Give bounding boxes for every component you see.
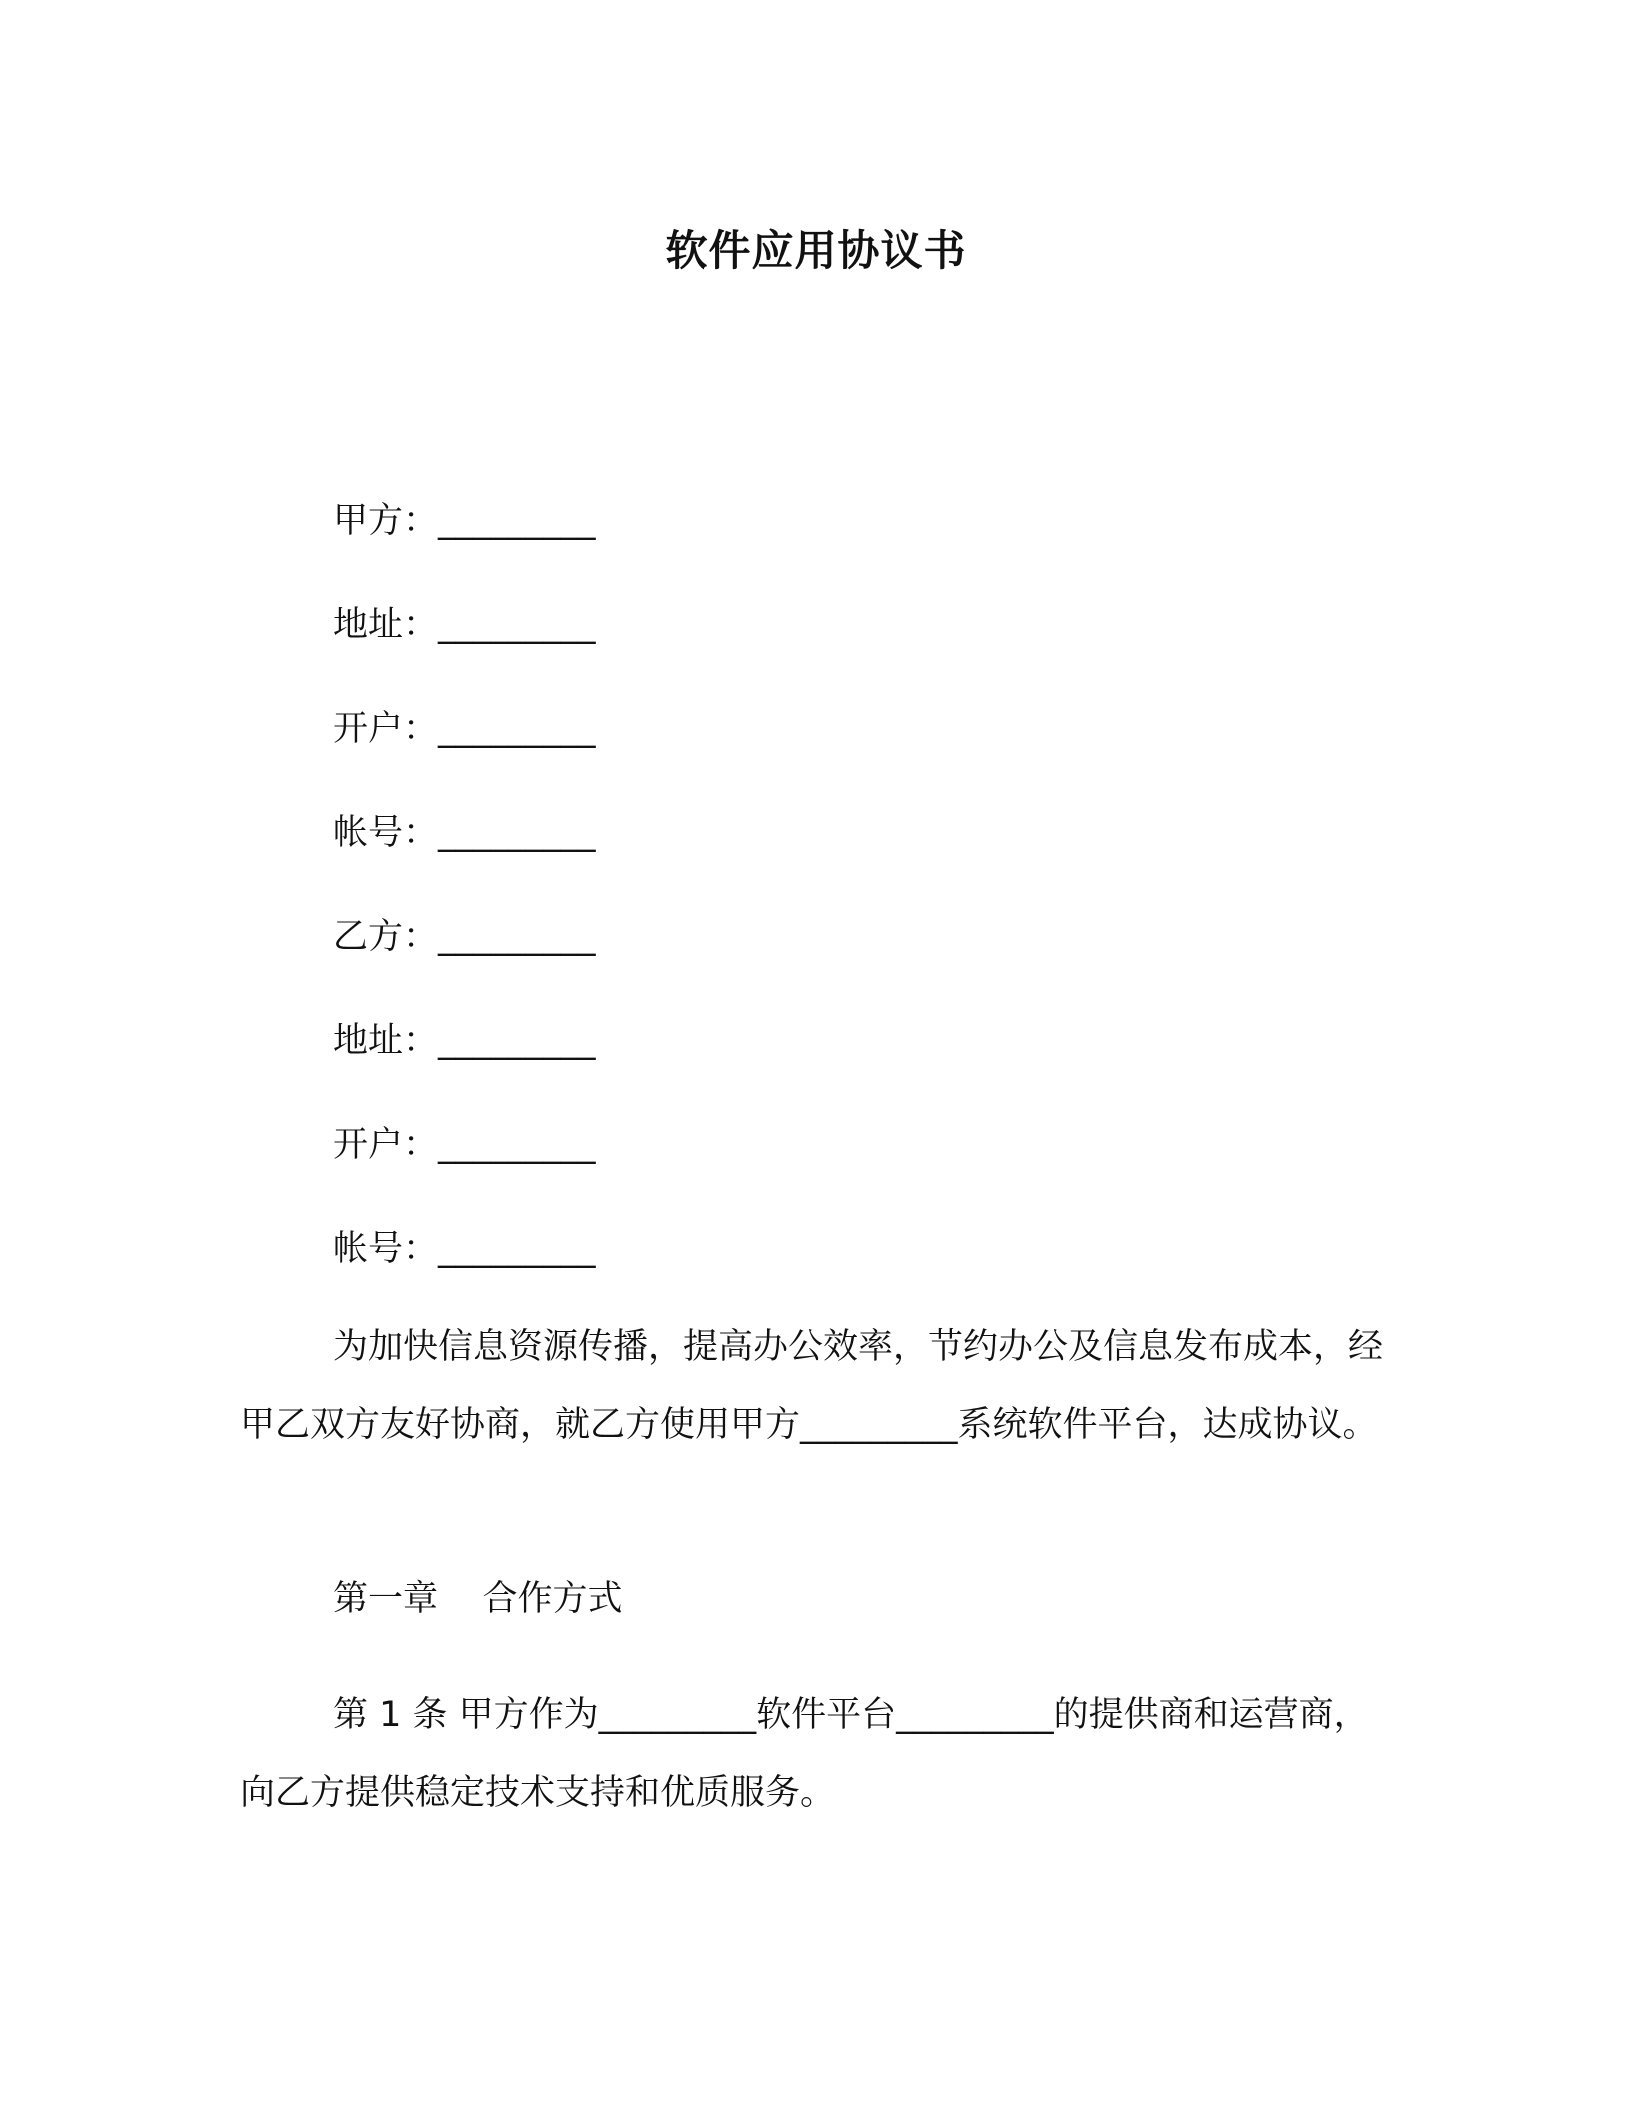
blank-line: _________ (438, 1021, 596, 1061)
party-b-name-field (333, 912, 596, 1016)
party-info-list (333, 496, 596, 1328)
chapter-heading: 第一章 合作方式 (333, 1579, 623, 1619)
party-b-address-field (333, 1016, 596, 1120)
field-label: 帐号： (333, 1229, 439, 1269)
article-1-paragraph: 第 1 条 甲方作为_________软件平台_________的提供商和运营商，向乙方提供稳定技术支持和优质服务。 (240, 1695, 1369, 1813)
field-label: 乙方： (333, 917, 439, 957)
document-title: 软件应用协议书 (665, 226, 967, 275)
party-b-bank-field (333, 1120, 596, 1224)
party-a-address-field (333, 600, 596, 704)
blank-line: _________ (438, 917, 596, 957)
party-a-account-field (333, 808, 596, 912)
field-label: 地址： (333, 605, 439, 645)
field-label: 甲方： (333, 501, 439, 541)
blank-line: _________ (438, 1125, 596, 1165)
field-label: 开户： (333, 1125, 439, 1165)
blank-line: _________ (438, 709, 596, 749)
blank-line: _________ (438, 605, 596, 645)
intro-paragraph: 为加快信息资源传播，提高办公效率，节约办公及信息发布成本，经甲乙双方友好协商，就乙方使用甲方_________系统软件平台，达成协议。 (240, 1327, 1384, 1445)
blank-line: _________ (438, 813, 596, 853)
field-label: 地址： (333, 1021, 439, 1061)
party-a-bank-field (333, 704, 596, 808)
field-label: 帐号： (333, 813, 439, 853)
blank-line: _________ (438, 1229, 596, 1269)
blank-line: _________ (438, 501, 596, 541)
party-a-name-field (333, 496, 596, 600)
field-label: 开户： (333, 709, 439, 749)
